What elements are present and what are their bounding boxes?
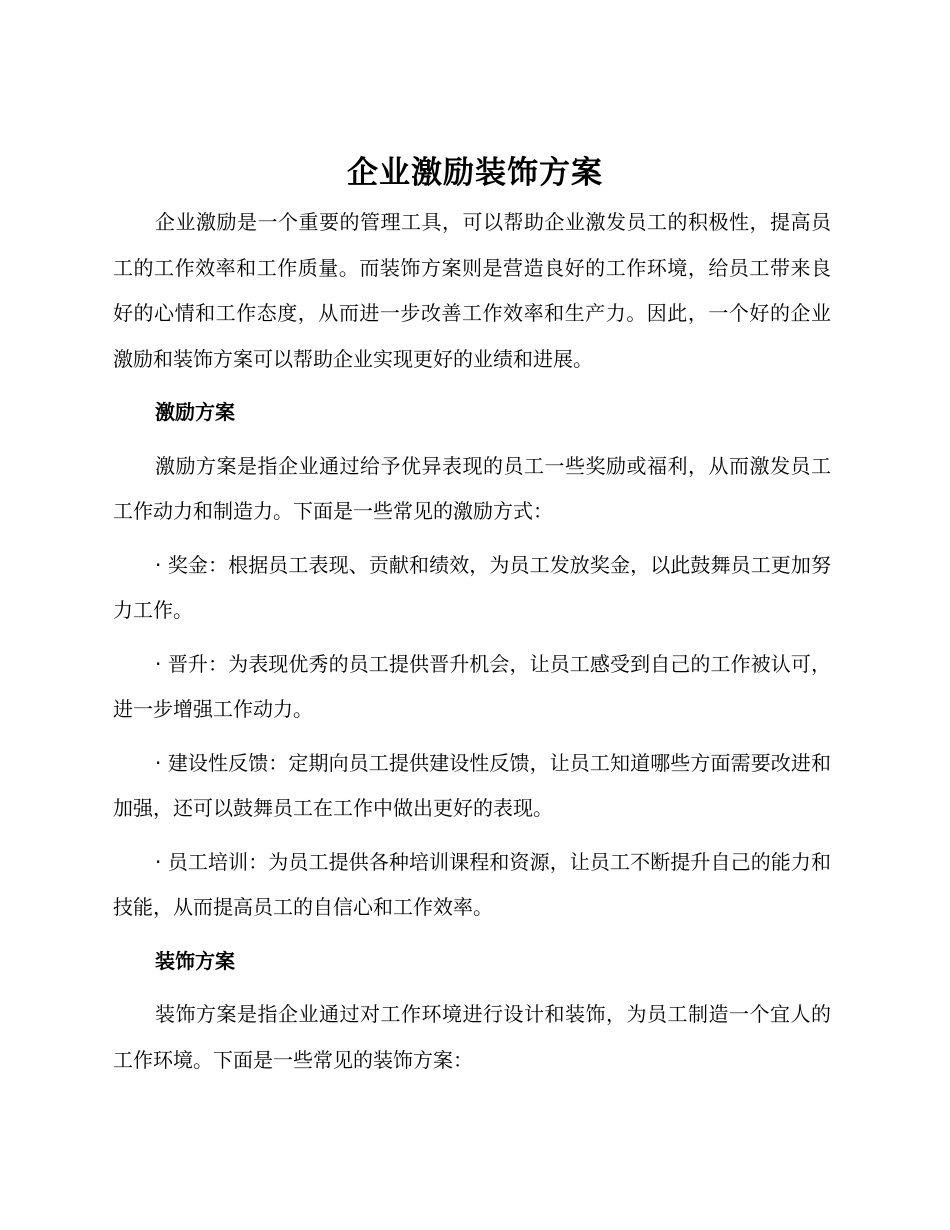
intro-paragraph: 企业激励是一个重要的管理工具，可以帮助企业激发员工的积极性，提高员工的工作效率和工作质量。而装饰方案则是营造良好的工作环境，给员工带来良好的心情和工作态度，从而进一步改善工作效率和生产力。因此，一个好的企业激励和装饰方案可以帮助企业实现更好的业绩和进展。 — [113, 210, 831, 371]
bullet-item-training: · 员工培训：为员工提供各种培训课程和资源，让员工不断提升自己的能力和技能，从而提高员工的自信心和工作效率。 — [113, 849, 831, 919]
section-heading-decoration: 装饰方案 — [155, 948, 235, 973]
section-heading-incentive: 激励方案 — [155, 400, 235, 424]
document-body — [113, 200, 831, 1091]
bullet-item-promotion: · 晋升：为表现优秀的员工提供晋升机会，让员工感受到自己的工作被认可，进一步增强工作动力。 — [113, 651, 831, 721]
bullet-item-feedback: · 建设性反馈：定期向员工提供建设性反馈，让员工知道哪些方面需要改进和加强，还可以鼓舞员工在工作中做出更好的表现。 — [113, 750, 831, 820]
bullet-item-bonus: · 奖金：根据员工表现、贡献和绩效，为员工发放奖金，以此鼓舞员工更加努力工作。 — [113, 552, 831, 622]
incentive-intro-paragraph: 激励方案是指企业通过给予优异表现的员工一些奖励或福利，从而激发员工工作动力和制造力。下面是一些常见的激励方式： — [113, 453, 831, 523]
document-title: 企业激励装饰方案 — [347, 155, 603, 191]
decoration-intro-paragraph: 装饰方案是指企业通过对工作环境进行设计和装饰，为员工制造一个宜人的工作环境。下面是一些常见的装饰方案： — [113, 1002, 831, 1072]
